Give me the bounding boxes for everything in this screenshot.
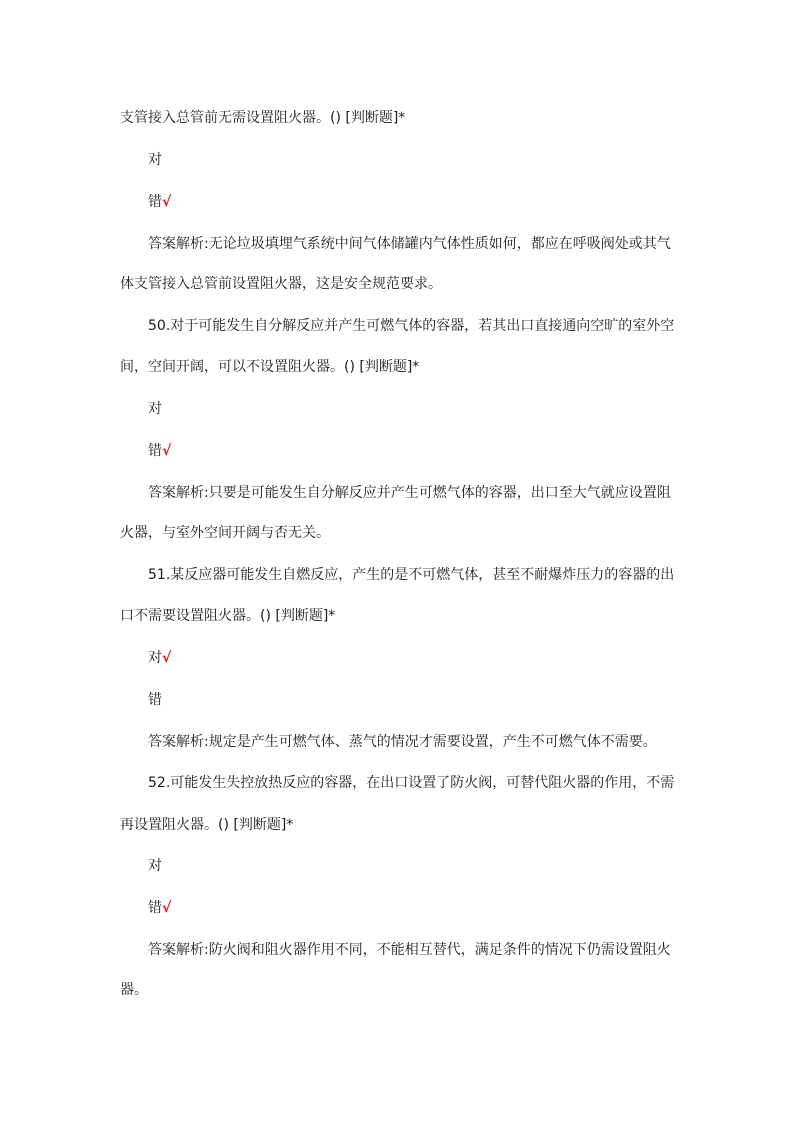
question-text-continued: 间，空间开阔，可以不设置阻火器。() [判断题]* [120, 359, 420, 375]
option-label: 错 [148, 443, 162, 459]
question-text: 支管接入总管前无需设置阻火器。() [判断题]* [120, 110, 406, 126]
answer-analysis-continued: 火器，与室外空间开阔与否无关。 [120, 525, 330, 541]
answer-analysis: 答案解析:规定是产生可燃气体、蒸气的情况才需要设置，产生不可燃气体不需要。 [148, 734, 657, 750]
option-false [148, 192, 171, 212]
answer-analysis-continued: 器。 [120, 982, 148, 998]
checkmark-icon: √ [162, 194, 172, 210]
option-false [148, 441, 171, 461]
option-true [148, 648, 171, 668]
answer-analysis: 答案解析:防火阀和阻火器作用不同，不能相互替代，满足条件的情况下仍需设置阻火 [148, 942, 671, 958]
answer-analysis-continued: 体支管接入总管前设置阻火器，这是安全规范要求。 [120, 276, 442, 292]
option-label: 错 [148, 194, 162, 210]
option-true [148, 856, 162, 876]
question-text: 51.某反应器可能发生自燃反应，产生的是不可燃气体，甚至不耐爆炸压力的容器的出 [148, 567, 675, 583]
checkmark-icon: √ [162, 650, 172, 666]
option-false [148, 898, 171, 918]
option-true [148, 150, 162, 170]
option-label: 对 [148, 650, 162, 666]
option-label: 对 [148, 152, 162, 168]
question-text-continued: 口不需要设置阻火器。() [判断题]* [120, 608, 336, 624]
option-label: 对 [148, 401, 162, 417]
question-text: 50.对于可能发生自分解反应并产生可燃气体的容器，若其出口直接通向空旷的室外空 [148, 318, 675, 334]
answer-analysis: 答案解析:无论垃圾填埋气系统中间气体储罐内气体性质如何，都应在呼吸阀处或其气 [148, 236, 671, 252]
checkmark-icon: √ [162, 443, 172, 459]
question-text-continued: 再设置阻火器。() [判断题]* [120, 817, 294, 833]
checkmark-icon: √ [162, 900, 172, 916]
option-true [148, 399, 162, 419]
option-label: 错 [148, 900, 162, 916]
answer-analysis: 答案解析:只要是可能发生自分解反应并产生可燃气体的容器，出口至大气就应设置阻 [148, 485, 671, 501]
option-label: 对 [148, 858, 162, 874]
question-text: 52.可能发生失控放热反应的容器，在出口设置了防火阀，可替代阻火器的作用，不需 [148, 775, 675, 791]
option-label: 错 [148, 692, 162, 708]
option-false [148, 690, 162, 710]
